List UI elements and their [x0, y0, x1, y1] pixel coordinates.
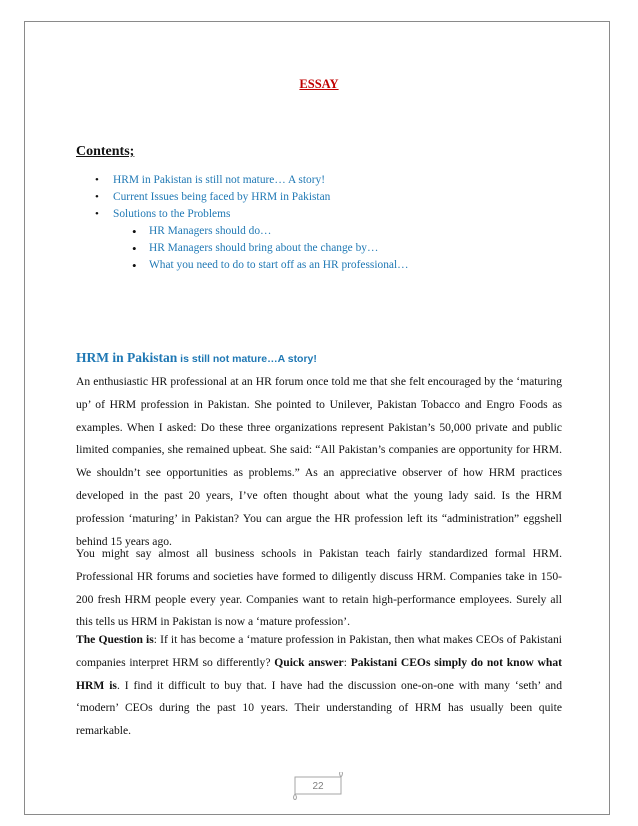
quick-answer-text: Pakistani CEOs simply do not know what HRM is — [76, 655, 562, 692]
paragraph: The Question is: If it has become a ‘mature profession in Pakistan, then what makes CEOs of Pakistani companies interpret HRM so differently? Quick answer: Pakistani CEOs simply do not know what HRM is. I find it difficult to buy that. I have had the discussion one-on-one with many ‘seth’ and ‘modern’ CEOs during the past 10 years. Their understanding of HRM has usually been quite remarkable. — [76, 633, 563, 738]
toc-item[interactable]: • Current Issues being faced by HRM in Pakistan — [113, 189, 330, 206]
bullet-icon: • — [95, 174, 99, 186]
question-label: The Question is — [76, 633, 154, 646]
contents-heading: Contents; — [76, 144, 135, 159]
bullet-icon: • — [132, 224, 137, 239]
toc-subitem[interactable]: • HR Managers should bring about the change by… — [132, 241, 379, 257]
toc-item[interactable]: • HRM in Pakistan is still not mature… A story! — [113, 172, 330, 189]
toc-subitem[interactable]: • What you need to do to start off as an HR professional… — [132, 258, 409, 274]
quick-answer-label: Quick answer — [274, 655, 344, 669]
toc-subitem[interactable]: • HR Managers should do… — [132, 224, 272, 239]
page-number: 22 — [289, 774, 347, 799]
bullet-icon: • — [95, 208, 99, 221]
toc-sublist — [132, 223, 409, 275]
section-heading: HRM in Pakistan is still not mature…A story! — [76, 350, 317, 365]
essay-title: ESSAY — [299, 77, 339, 91]
paragraph: You might say almost all business schools in Pakistan teach fairly standardized formal HRM. Professional HR forums and societies have formed to diligently discuss HRM. Companies take in 150-200 fresh HRM people every year. Companies want to retain high-performance employees. Surely all this tells us HRM in Pakistan is now a ‘mature profession’. — [76, 547, 562, 629]
bullet-icon: • — [132, 241, 137, 257]
toc-list — [95, 172, 331, 224]
toc-item[interactable]: • Solutions to the Problems — [113, 206, 330, 223]
bullet-icon: • — [132, 258, 137, 274]
paragraph: An enthusiastic HR professional at an HR forum once told me that she felt encouraged by the ‘maturing up’ of HRM profession in Pakistan. She pointed to Unilever, Pakistan Tobacco and Engro Foods as examples. When I asked: Do these three organizations represent Pakistan’s 50,000 private and public limited companies, she remained upbeat. She said: “All Pakistan’s companies are opportunity for HRM. We shouldn’t see opportunities as problems.” As an appreciative observer of how HRM practices developed in the past 20 years, I’ve often thought about what the young lady said. Is the HRM profession ‘maturing’ in Pakistan? You can argue the HR profession left its “administration” eggshell behind 15 years ago. — [76, 375, 562, 548]
bullet-icon: • — [95, 191, 99, 204]
